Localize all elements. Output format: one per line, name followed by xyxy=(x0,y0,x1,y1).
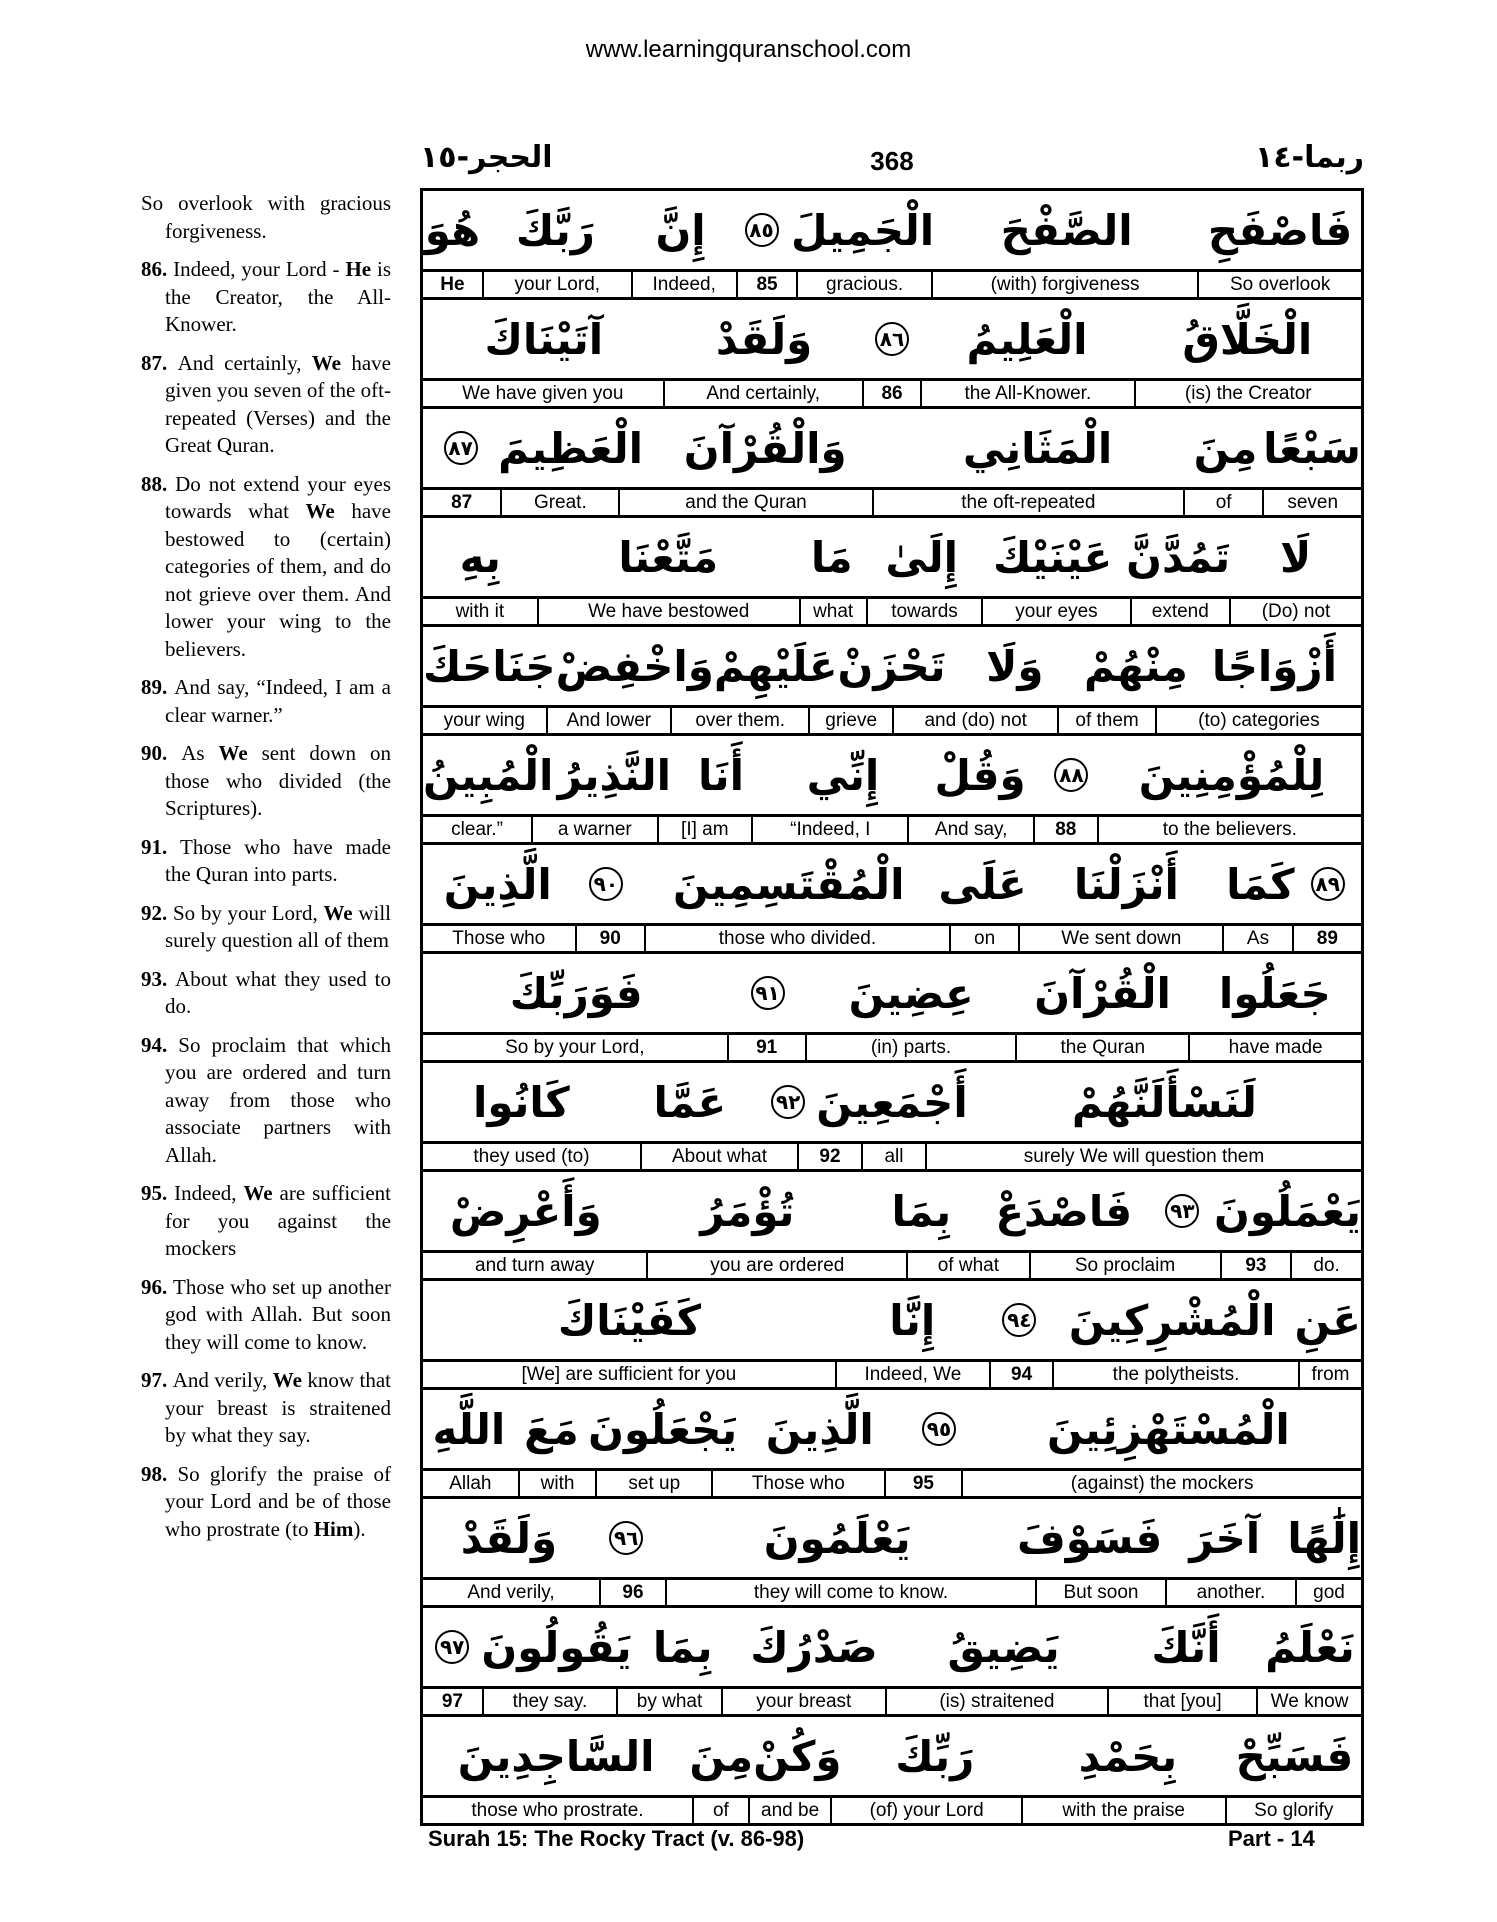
gloss-line xyxy=(423,381,1361,406)
arabic-word: وَالْقُرْآنَ xyxy=(683,423,847,473)
arabic-word: الْمُشْرِكِينَ xyxy=(1068,1295,1276,1345)
arabic-word: الْجَمِيلَ xyxy=(790,205,935,255)
translation-text: 87. xyxy=(141,350,178,375)
verse-number-marker: ٩٧ xyxy=(423,1630,481,1664)
word-gloss: Great. xyxy=(500,490,618,515)
verse-row xyxy=(423,409,1361,518)
arabic-word: وَلَقَدْ xyxy=(715,314,813,364)
arabic-word: وَكُنْ xyxy=(753,1731,842,1781)
word-gloss: your eyes xyxy=(981,599,1129,624)
verse-number-gloss: 90 xyxy=(575,926,644,951)
gloss-line xyxy=(423,1689,1361,1714)
translation-text: About what they used to do. xyxy=(165,966,391,1018)
arabic-word: هُوَ xyxy=(424,205,481,255)
translation-text: Those who set up another god with Allah. But soon they will come to know. xyxy=(165,1274,391,1354)
arabic-word: مَعَ xyxy=(524,1404,579,1454)
arabic-word: إِنَّ xyxy=(655,205,706,255)
word-gloss: the All-Knower. xyxy=(920,381,1133,406)
translation-text: 90. xyxy=(141,741,182,765)
arabic-word: عِضِينَ xyxy=(848,968,974,1018)
translation-text: Indeed, xyxy=(174,1181,244,1205)
translation-text: have bestowed to (certain) categories of them, and do not grieve over them. And lower your wing to the believers. xyxy=(165,499,391,661)
word-gloss: About what xyxy=(640,1144,797,1169)
translation-text: 94. xyxy=(141,1032,179,1057)
word-gloss: (is) straitened xyxy=(885,1689,1107,1714)
verse-number-gloss: 96 xyxy=(599,1580,665,1605)
verse-row xyxy=(423,954,1361,1063)
arabic-word: جَنَاحَكَ xyxy=(423,641,556,691)
word-gloss: Allah xyxy=(449,1473,492,1494)
word-gloss: We have given you xyxy=(462,383,624,404)
translation-paragraph xyxy=(141,1274,391,1357)
verse-number-marker: ٩٥ xyxy=(902,1412,975,1446)
word-gloss: (of) your Lord xyxy=(830,1798,1020,1823)
word-gloss: with it xyxy=(455,601,505,622)
gloss-line xyxy=(423,272,1361,297)
verse-row xyxy=(423,1499,1361,1608)
verse-number-gloss: 93 xyxy=(1220,1253,1291,1278)
gloss-line xyxy=(423,817,1361,842)
translation-text: We xyxy=(218,741,248,765)
gloss-line xyxy=(423,1144,1361,1169)
site-url: www.learningquranschool.com xyxy=(585,36,912,63)
word-gloss: Those who xyxy=(711,1471,883,1496)
translation-text: 91. xyxy=(141,834,181,859)
translation-paragraph xyxy=(141,674,391,729)
arabic-word: كَفَيْنَاكَ xyxy=(557,1295,702,1345)
word-gloss: And certainly, xyxy=(663,381,862,406)
arabic-word: يَضِيقُ xyxy=(947,1622,1060,1672)
translation-text: So proclaim that which you are ordered and turn away from those who associate partners with Allah. xyxy=(165,1032,391,1167)
translation-column xyxy=(141,190,391,1554)
word-gloss: those who prostrate. xyxy=(471,1800,644,1821)
verse-row xyxy=(423,1717,1361,1823)
word-gloss: what xyxy=(799,599,866,624)
word-gloss: But soon xyxy=(1035,1580,1165,1605)
translation-paragraph xyxy=(141,1032,391,1170)
word-gloss: We know xyxy=(1256,1689,1361,1714)
arabic-word: وَلَا xyxy=(986,641,1044,691)
arabic-word: فَسَوْفَ xyxy=(1016,1513,1163,1563)
word-gloss: gracious. xyxy=(796,272,930,297)
arabic-word: بِمَا xyxy=(652,1622,713,1672)
translation-text: We xyxy=(272,1368,302,1392)
arabic-word: رَبِّكَ xyxy=(895,1731,975,1781)
word-gloss: surely We will question them xyxy=(925,1144,1361,1169)
arabic-word: يَعْمَلُونَ xyxy=(1214,1186,1361,1236)
word-gloss: Those who xyxy=(452,928,546,949)
word-gloss: have made xyxy=(1188,1035,1361,1060)
arabic-word: مَا xyxy=(810,532,853,582)
word-gloss: they say. xyxy=(482,1689,616,1714)
translation-paragraph xyxy=(141,834,391,889)
arabic-word: اللَّهِ xyxy=(432,1404,506,1454)
arabic-line xyxy=(423,518,1361,599)
word-gloss: you are ordered xyxy=(646,1253,906,1278)
arabic-word: كَمَا xyxy=(1226,859,1295,909)
verse-number-gloss: 89 xyxy=(1292,926,1361,951)
part-name-arabic: ربما-١٤ xyxy=(1255,140,1364,175)
arabic-word: كَانُوا xyxy=(472,1077,570,1127)
gloss-line xyxy=(423,1035,1361,1060)
arabic-word: الْمُسْتَهْزِئِينَ xyxy=(1046,1404,1290,1454)
word-gloss: And say, xyxy=(907,817,1032,842)
verse-number-gloss: 85 xyxy=(736,272,797,297)
translation-text: sent down on those who divided (the Scriptures). xyxy=(165,741,392,820)
translation-text: Him xyxy=(313,1516,354,1541)
translation-text: We xyxy=(243,1181,273,1205)
word-gloss: [We] are sufficient for you xyxy=(521,1364,737,1385)
translation-text: 92. xyxy=(141,900,173,925)
arabic-word: لَا xyxy=(1279,532,1312,582)
arabic-word: فَوَرَبِّكَ xyxy=(509,968,643,1018)
arabic-word: السَّاجِدِينَ xyxy=(457,1731,655,1781)
verse-row xyxy=(423,300,1361,409)
word-gloss: We sent down xyxy=(1018,926,1222,951)
arabic-word: عَنِ xyxy=(1294,1295,1361,1345)
gloss-line xyxy=(423,708,1361,733)
verse-number-gloss: 92 xyxy=(797,1144,861,1169)
word-gloss: the Quran xyxy=(1015,1035,1188,1060)
footer-surah: Surah 15: The Rocky Tract (v. 86-98) xyxy=(428,1826,805,1851)
translation-text: know that your breast is straitened by what they say. xyxy=(165,1368,392,1447)
translation-text: We xyxy=(323,900,353,925)
translation-text: We xyxy=(305,499,335,523)
word-gloss: with xyxy=(518,1471,596,1496)
arabic-line xyxy=(423,1608,1361,1689)
verse-number-marker: ٨٧ xyxy=(423,431,498,465)
word-gloss: and turn away xyxy=(475,1255,595,1276)
word-gloss: (in) parts. xyxy=(805,1035,1016,1060)
arabic-word: إِلَىٰ xyxy=(885,532,959,582)
translation-text: 86. xyxy=(141,257,174,281)
arabic-line xyxy=(423,191,1361,272)
verse-number-gloss: 97 xyxy=(441,1691,463,1712)
word-gloss: And verily, xyxy=(467,1582,555,1603)
arabic-word: بِحَمْدِ xyxy=(1078,1731,1178,1781)
word-gloss: of what xyxy=(906,1253,1028,1278)
arabic-word: الْقُرْآنَ xyxy=(1034,968,1171,1018)
arabic-word: تَحْزَنْ xyxy=(837,641,946,691)
arabic-word: الْعَلِيمُ xyxy=(966,314,1088,364)
verse-number-gloss: 94 xyxy=(989,1362,1052,1387)
arabic-word: فَاصْفَحِ xyxy=(1207,205,1353,255)
arabic-word: الَّذِينَ xyxy=(765,1404,874,1454)
gloss-line xyxy=(423,599,1361,624)
translation-paragraph xyxy=(141,256,391,339)
word-gloss: So glorify xyxy=(1225,1798,1362,1823)
arabic-word: فَاصْدَعْ xyxy=(995,1186,1133,1236)
translation-paragraph xyxy=(141,1461,391,1544)
arabic-line xyxy=(423,627,1361,708)
translation-paragraph xyxy=(141,190,391,245)
verse-number-marker: ٨٦ xyxy=(864,322,921,356)
verse-number-marker: ٩٣ xyxy=(1151,1194,1214,1228)
word-gloss: Indeed, xyxy=(631,272,736,297)
arabic-word: نَعْلَمُ xyxy=(1265,1622,1355,1672)
verse-number-marker: ٩٦ xyxy=(595,1521,658,1555)
translation-text: 97. xyxy=(141,1368,173,1392)
word-gloss: and the Quran xyxy=(618,490,871,515)
translation-text: 98. xyxy=(141,1461,178,1486)
translation-text: We xyxy=(311,350,341,375)
translation-paragraph xyxy=(141,1367,391,1450)
word-gloss: your wing xyxy=(443,710,525,731)
word-gloss: that [you] xyxy=(1107,1689,1256,1714)
arabic-word: النَّذِيرُ xyxy=(557,750,672,800)
arabic-word: أَزْوَاجًا xyxy=(1211,641,1337,691)
arabic-word: مِنَ xyxy=(1193,423,1258,473)
verse-number-marker: ٩٤ xyxy=(989,1303,1050,1337)
arabic-word: الْعَظِيمَ xyxy=(498,423,644,473)
translation-text: As xyxy=(181,741,219,765)
verse-number-gloss: 88 xyxy=(1033,817,1097,842)
arabic-word: تُؤْمَرُ xyxy=(700,1186,795,1236)
gloss-line xyxy=(423,1471,1361,1496)
verse-row xyxy=(423,845,1361,954)
verse-number-gloss: 87 xyxy=(451,492,473,513)
translation-paragraph xyxy=(141,900,391,955)
translation-text: Indeed, your Lord - xyxy=(173,257,346,281)
word-gloss: grieve xyxy=(808,708,892,733)
verse-number-marker: ٩١ xyxy=(729,976,806,1010)
translation-text: have given you seven of the oft-repeated (Verses) and the Great Quran. xyxy=(165,350,391,457)
word-gloss: So by your Lord, xyxy=(505,1037,645,1058)
arabic-word: بِمَا xyxy=(891,1186,952,1236)
arabic-word: يَعْلَمُونَ xyxy=(763,1513,911,1563)
word-gloss: And lower xyxy=(546,708,671,733)
verse-row xyxy=(423,1063,1361,1172)
translation-text: He xyxy=(345,257,372,281)
word-gloss: your breast xyxy=(721,1689,885,1714)
arabic-word: وَاخْفِضْ xyxy=(555,641,714,691)
word-gloss: the oft-repeated xyxy=(872,490,1183,515)
arabic-line xyxy=(423,1390,1361,1471)
word-gloss: So overlook xyxy=(1197,272,1361,297)
arabic-word: الْمَثَانِي xyxy=(962,423,1113,473)
word-gloss: clear.” xyxy=(451,819,503,840)
word-gloss: the polytheists. xyxy=(1052,1362,1298,1387)
word-gloss: (with) forgiveness xyxy=(931,272,1198,297)
verse-number-marker: ٨٩ xyxy=(1295,867,1362,901)
word-gloss: and be xyxy=(748,1798,831,1823)
arabic-word: عَيْنَيْكَ xyxy=(992,532,1113,582)
verse-number-marker: ٨٨ xyxy=(1041,758,1102,792)
word-gloss: (is) the Creator xyxy=(1134,381,1361,406)
translation-paragraph xyxy=(141,966,391,1021)
word-gloss: and (do) not xyxy=(892,708,1057,733)
translation-paragraph xyxy=(141,350,391,460)
verse-number-marker: ٨٥ xyxy=(732,213,791,247)
translation-text: Those who have made the Quran into parts. xyxy=(165,834,392,886)
word-gloss: to the believers. xyxy=(1097,817,1361,842)
arabic-word: عَمَّا xyxy=(653,1077,727,1127)
arabic-line xyxy=(423,1172,1361,1253)
gloss-line xyxy=(423,490,1361,515)
word-gloss: of xyxy=(1183,490,1262,515)
translation-text: So glorify the praise of your Lord and be of those who prostrate (to xyxy=(165,1461,392,1541)
word-gloss: We have bestowed xyxy=(537,599,799,624)
arabic-word: الْمُقْتَسِمِينَ xyxy=(672,859,905,909)
word-by-word-table xyxy=(420,188,1364,1826)
word-gloss: from xyxy=(1298,1362,1361,1387)
word-gloss: on xyxy=(949,926,1018,951)
arabic-line xyxy=(423,736,1361,817)
word-gloss: set up xyxy=(595,1471,711,1496)
arabic-word: إِلَٰهًا xyxy=(1287,1513,1361,1563)
word-gloss: Indeed, We xyxy=(835,1362,989,1387)
page-number: 368 xyxy=(870,146,914,176)
arabic-word: رَبَّكَ xyxy=(515,205,595,255)
word-gloss: do. xyxy=(1290,1253,1361,1278)
word-gloss: a warner xyxy=(531,817,656,842)
arabic-line xyxy=(423,409,1361,490)
arabic-word: تَمُدَّنَّ xyxy=(1126,532,1231,582)
arabic-word: سَبْعًا xyxy=(1263,423,1361,473)
arabic-word: عَلَى xyxy=(938,859,1027,909)
word-gloss: they used (to) xyxy=(473,1146,590,1167)
verse-row xyxy=(423,1281,1361,1390)
word-gloss: “Indeed, I xyxy=(751,817,907,842)
word-gloss: extend xyxy=(1130,599,1229,624)
arabic-word: يَجْعَلُونَ xyxy=(588,1404,738,1454)
word-gloss: towards xyxy=(866,599,982,624)
translation-text: 89. xyxy=(141,675,175,699)
footer-part: Part - 14 xyxy=(1228,1826,1315,1851)
arabic-line xyxy=(423,1281,1361,1362)
word-gloss: As xyxy=(1222,926,1291,951)
arabic-word: آتَيْنَاكَ xyxy=(484,314,604,364)
arabic-word: وَلَقَدْ xyxy=(460,1513,558,1563)
verse-row xyxy=(423,518,1361,627)
page-header xyxy=(420,140,1364,184)
word-gloss: [I] am xyxy=(657,817,752,842)
translation-text: So by your Lord, xyxy=(172,900,324,925)
arabic-word: مِنْهُمْ xyxy=(1084,641,1188,691)
arabic-word: أَنَّكَ xyxy=(1151,1622,1221,1672)
word-gloss: of xyxy=(692,1798,748,1823)
translation-paragraph xyxy=(141,471,391,664)
word-gloss: they will come to know. xyxy=(665,1580,1035,1605)
word-gloss: of them xyxy=(1057,708,1154,733)
arabic-word: جَعَلُوا xyxy=(1218,968,1331,1018)
arabic-word: أَنْزَلْنَا xyxy=(1073,859,1179,909)
arabic-line xyxy=(423,845,1361,926)
gloss-line xyxy=(423,926,1361,951)
translation-text: Do not extend your eyes towards what xyxy=(165,471,391,523)
gloss-line xyxy=(423,1798,1361,1823)
arabic-word: الْمُبِينُ xyxy=(422,750,554,800)
arabic-word: يَقُولُونَ xyxy=(481,1622,632,1672)
translation-text: will surely question all of them xyxy=(165,900,392,952)
arabic-line xyxy=(423,300,1361,381)
verse-row xyxy=(423,736,1361,845)
verse-number-gloss: 86 xyxy=(862,381,920,406)
translation-text: is the Creator, the All-Knower. xyxy=(165,257,391,336)
translation-text: And say, “Indeed, I am a clear warner.” xyxy=(165,675,391,727)
word-gloss: (against) the mockers xyxy=(961,1471,1361,1496)
surah-name-arabic: الحجر-١٥ xyxy=(420,140,553,175)
verse-number-marker: ٩٠ xyxy=(573,867,640,901)
arabic-line xyxy=(423,1717,1361,1798)
gloss-line xyxy=(423,1362,1361,1387)
verse-number-gloss: 95 xyxy=(884,1471,962,1496)
word-gloss: god xyxy=(1295,1580,1361,1605)
arabic-word: وَقُلْ xyxy=(934,750,1026,800)
translation-text: ). xyxy=(353,1516,366,1541)
arabic-word: إِنِّي xyxy=(806,750,880,800)
arabic-word: أَجْمَعِينَ xyxy=(816,1077,968,1127)
word-gloss: by what xyxy=(616,1689,721,1714)
arabic-word: لِلْمُؤْمِنِينَ xyxy=(1138,750,1325,800)
verse-row xyxy=(423,1608,1361,1717)
arabic-word: وَأَعْرِضْ xyxy=(449,1186,602,1236)
word-gloss: all xyxy=(861,1144,925,1169)
verse-row xyxy=(423,1172,1361,1281)
word-gloss: another. xyxy=(1165,1580,1295,1605)
translation-text: 96. xyxy=(141,1274,174,1299)
arabic-word: مِنَ xyxy=(689,1731,754,1781)
arabic-word: إِنَّا xyxy=(889,1295,936,1345)
arabic-line xyxy=(423,1499,1361,1580)
word-gloss: (Do) not xyxy=(1229,599,1361,624)
verse-number-gloss: 91 xyxy=(727,1035,805,1060)
arabic-word: الَّذِينَ xyxy=(443,859,552,909)
verse-row xyxy=(423,627,1361,736)
word-gloss: He xyxy=(440,274,465,295)
translation-text: 93. xyxy=(141,966,176,991)
arabic-word: آخَرَ xyxy=(1189,1513,1261,1563)
arabic-word: أَنَا xyxy=(698,750,744,800)
arabic-word: الصَّفْحَ xyxy=(1000,205,1133,255)
arabic-line xyxy=(423,1063,1361,1144)
gloss-line xyxy=(423,1253,1361,1278)
arabic-word: صَدْرُكَ xyxy=(750,1622,878,1672)
translation-text: 88. xyxy=(141,471,176,496)
arabic-word: الْخَلَّاقُ xyxy=(1182,314,1313,364)
word-gloss: So proclaim xyxy=(1029,1253,1220,1278)
verse-row xyxy=(423,191,1361,300)
translation-paragraph xyxy=(141,740,391,823)
word-gloss: your Lord, xyxy=(482,272,631,297)
arabic-word: فَسَبِّحْ xyxy=(1235,1731,1354,1781)
arabic-word: مَتَّعْنَا xyxy=(618,532,719,582)
word-gloss: those who divided. xyxy=(644,926,949,951)
verse-row xyxy=(423,1390,1361,1499)
word-gloss: (to) categories xyxy=(1155,708,1361,733)
translation-text: And certainly, xyxy=(177,350,312,375)
arabic-line xyxy=(423,954,1361,1035)
translation-text: And verily, xyxy=(172,1368,273,1392)
translation-text: are sufficient for you against the mockers xyxy=(165,1181,391,1260)
gloss-line xyxy=(423,1580,1361,1605)
translation-text: So overlook with gracious forgiveness. xyxy=(141,191,391,243)
translation-paragraph xyxy=(141,1180,391,1263)
arabic-word: عَلَيْهِمْ xyxy=(713,641,838,691)
word-gloss: with the praise xyxy=(1021,1798,1225,1823)
word-gloss: over them. xyxy=(670,708,808,733)
word-gloss: seven xyxy=(1262,490,1361,515)
verse-number-marker: ٩٢ xyxy=(760,1085,816,1119)
translation-text: 95. xyxy=(141,1181,175,1205)
arabic-word: لَنَسْأَلَنَّهُمْ xyxy=(1071,1077,1257,1127)
arabic-word: بِهِ xyxy=(459,532,501,582)
